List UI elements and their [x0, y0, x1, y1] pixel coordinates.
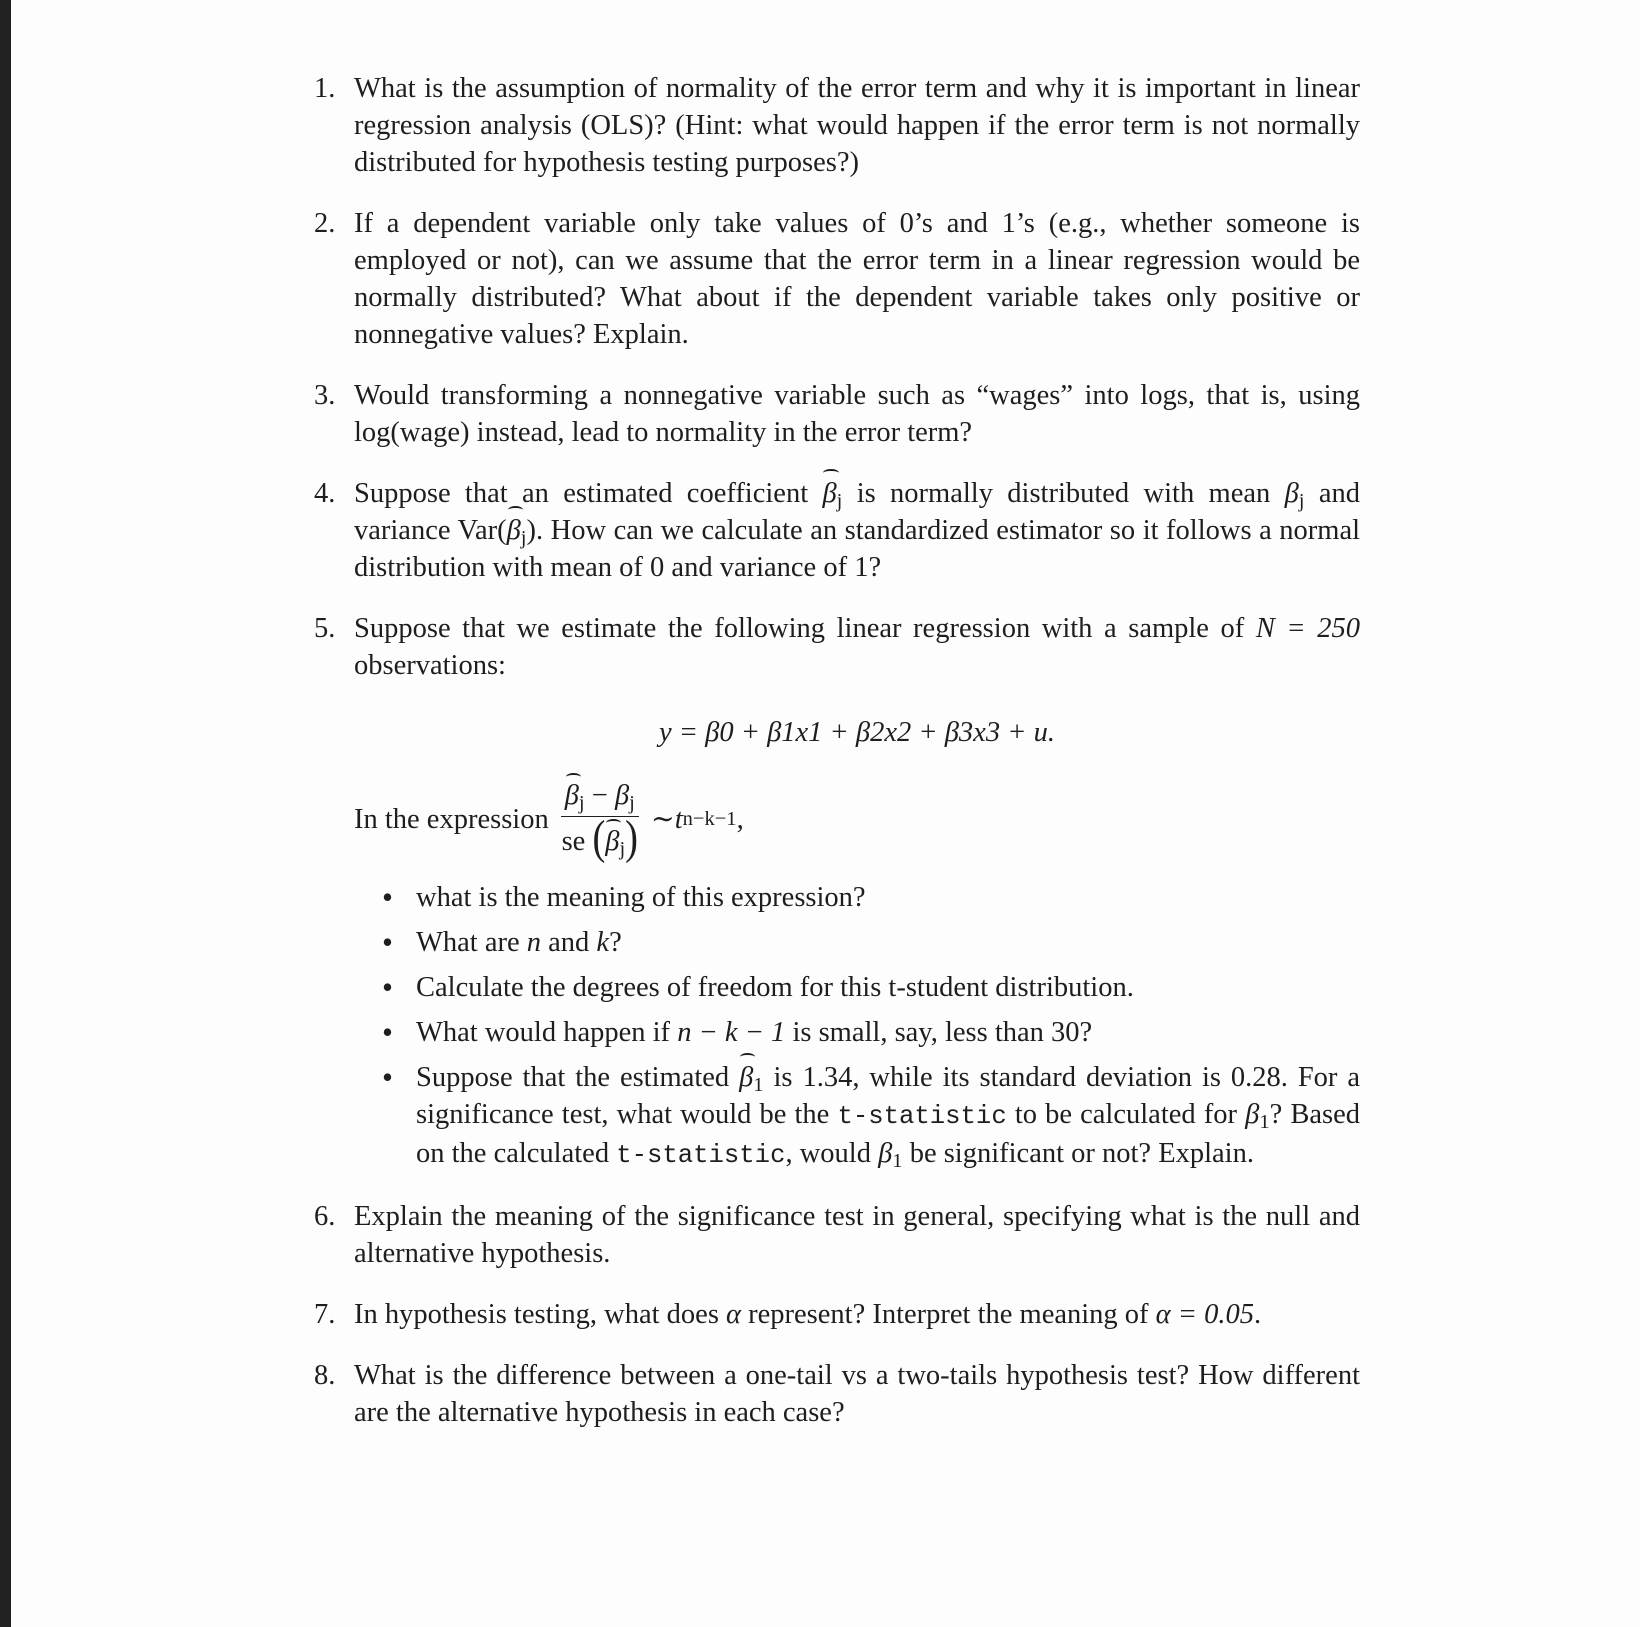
tilde-sign: ∼: [650, 803, 675, 835]
minus-sign: −: [584, 780, 615, 811]
question-4: [310, 475, 1360, 586]
t-statistic-code: t-statistic: [616, 1141, 786, 1170]
alpha-equation: α = 0.05: [1155, 1299, 1254, 1330]
beta-j: β: [1284, 478, 1299, 509]
standardized-fraction: [561, 779, 639, 865]
question-text-part: In hypothesis testing, what does: [354, 1299, 727, 1330]
question-text: Explain the meaning of the significance test in general, specifying what is the null and alternative hypothesis.: [354, 1201, 1360, 1269]
question-number: 6.: [314, 1201, 336, 1232]
question-number: 3.: [314, 380, 336, 411]
question-5: [310, 610, 1360, 1174]
question-text-part: and variance Var(: [354, 478, 1360, 546]
left-paren: (: [592, 811, 606, 865]
beta-1: β: [1245, 1099, 1260, 1130]
standard-error-label: se: [561, 826, 586, 857]
question-8: [310, 1357, 1360, 1431]
beta-j: β: [614, 780, 630, 811]
bullet-text-part: be significant or not? Explain.: [902, 1138, 1254, 1169]
question-number: 7.: [314, 1299, 336, 1330]
bullet-text-part: to be calculated for: [1006, 1099, 1246, 1130]
beta-hat-j: [605, 825, 619, 859]
left-edge-bar: [0, 0, 11, 1627]
bullet-text-part: ? Based on the calculated: [416, 1099, 1360, 1169]
var-n: n: [526, 927, 542, 958]
question-number: 8.: [314, 1360, 336, 1391]
bullet-item: • Calculate the degrees of freedom for this t-student distribution.: [376, 969, 1360, 1006]
beta-hat-j: [565, 779, 579, 813]
beta-symbol: β: [822, 478, 837, 509]
question-text-part: .: [1254, 1299, 1262, 1330]
bullet-item: [376, 1059, 1360, 1174]
beta-hat-1: [739, 1059, 753, 1096]
bullet-text-part: What would happen if: [416, 1017, 678, 1048]
question-number: 2.: [314, 208, 336, 239]
question-text: What is the assumption of normality of the error term and why it is important in linear regression analysis (OLS)? (Hint: what would happen if the error term is not normally distributed for hypothesis testing purposes?): [354, 73, 1360, 178]
bullet-item: [376, 1014, 1360, 1051]
subscript-j: j: [629, 792, 635, 815]
bullet-text-part: , would: [785, 1138, 879, 1169]
bullet-text-part: is small, say, less than 30?: [785, 1017, 1093, 1048]
alpha-symbol: α: [726, 1299, 742, 1330]
subscript-1: 1: [1259, 1111, 1270, 1134]
question-text: [354, 610, 1360, 684]
beta-symbol: β: [605, 826, 620, 857]
question-3: [310, 377, 1360, 451]
question-1: [310, 70, 1360, 181]
subscript-j: j: [1298, 490, 1305, 513]
bullet-text-part: Suppose that the estimated: [416, 1062, 740, 1093]
question-2: [310, 205, 1360, 353]
subscript-1: 1: [753, 1074, 764, 1097]
bullet-item: [376, 924, 1360, 961]
beta-hat-j: [507, 512, 521, 549]
question-number: 4.: [314, 478, 336, 509]
subscript-j: j: [619, 838, 626, 861]
question-7: [310, 1296, 1360, 1333]
bullet-item: • what is the meaning of this expression?: [376, 879, 1360, 916]
question-text-part: Suppose that we estimate the following linear regression with a sample of: [354, 613, 1256, 644]
t-statistic-code: t-statistic: [837, 1102, 1007, 1131]
question-text: [354, 475, 1360, 586]
question-text-part: represent? Interpret the meaning of: [741, 1299, 1156, 1330]
sample-size-equation: N = 250: [1255, 613, 1360, 644]
beta-symbol: β: [564, 780, 579, 811]
regression-equation: [354, 714, 1360, 751]
question-5-bullets: [354, 879, 1360, 1174]
bullet-text-part: and: [541, 927, 597, 958]
subscript-1: 1: [892, 1150, 903, 1173]
bullet-text-part: is 1.34, while its standard deviation is 0.28. For a significance test, what would be the: [416, 1062, 1361, 1130]
question-number: 1.: [314, 73, 336, 104]
subscript-j: j: [520, 527, 527, 550]
question-text-part: ). How can we calculate an standardized estimator so it follows a normal distribution with mean of 0 and variance of 1?: [354, 515, 1361, 583]
question-text: If a dependent variable only take values of 0’s and 1’s (e.g., whether someone is employed or not), can we assume that the error term in a linear regression would be normally distributed? What about if the dependent variable takes only positive or nonnegative values? Explain.: [354, 208, 1360, 350]
subscript-j: j: [836, 490, 843, 513]
question-text: Would transforming a nonnegative variable such as “wages” into logs, that is, using log(wage) instead, lead to normality in the error term?: [354, 380, 1360, 448]
expression-intro: In the expression: [354, 803, 549, 835]
fraction-denominator: [561, 811, 638, 865]
bullet-text-part: ?: [609, 927, 622, 958]
beta-symbol: β: [739, 1062, 754, 1093]
degrees-expression: n − k − 1: [677, 1017, 786, 1048]
t-distribution-symbol: t: [674, 803, 683, 835]
question-number: 5.: [314, 613, 336, 644]
question-list: [310, 70, 1360, 1431]
document-page: [310, 70, 1360, 1455]
comma: ,: [736, 803, 744, 835]
beta-1: β: [878, 1138, 893, 1169]
question-text-part: is normally distributed with mean: [842, 478, 1285, 509]
question-text: What is the difference between a one-tail vs a two-tails hypothesis test? How different are the alternative hypothesis in each case?: [354, 1360, 1360, 1428]
question-6: [310, 1198, 1360, 1272]
subscript-j: j: [578, 792, 585, 815]
right-paren: ): [625, 811, 638, 865]
beta-symbol: β: [506, 515, 521, 546]
question-text-part: observations:: [354, 650, 506, 681]
regression-equation-text: y = β0 + β1x1 + β2x2 + β3x3 + u.: [659, 717, 1055, 748]
beta-hat-j: [822, 475, 836, 512]
var-k: k: [596, 927, 610, 958]
question-text-part: Suppose that an estimated coefficient: [354, 478, 823, 509]
bullet-text-part: What are: [416, 927, 527, 958]
t-distribution-expression: In the expression $\frac{\beta_j - \beta_j}{se (\beta_j)}$ ∼ t n−k−1 ,: [354, 780, 744, 865]
question-text: [354, 1296, 1360, 1333]
